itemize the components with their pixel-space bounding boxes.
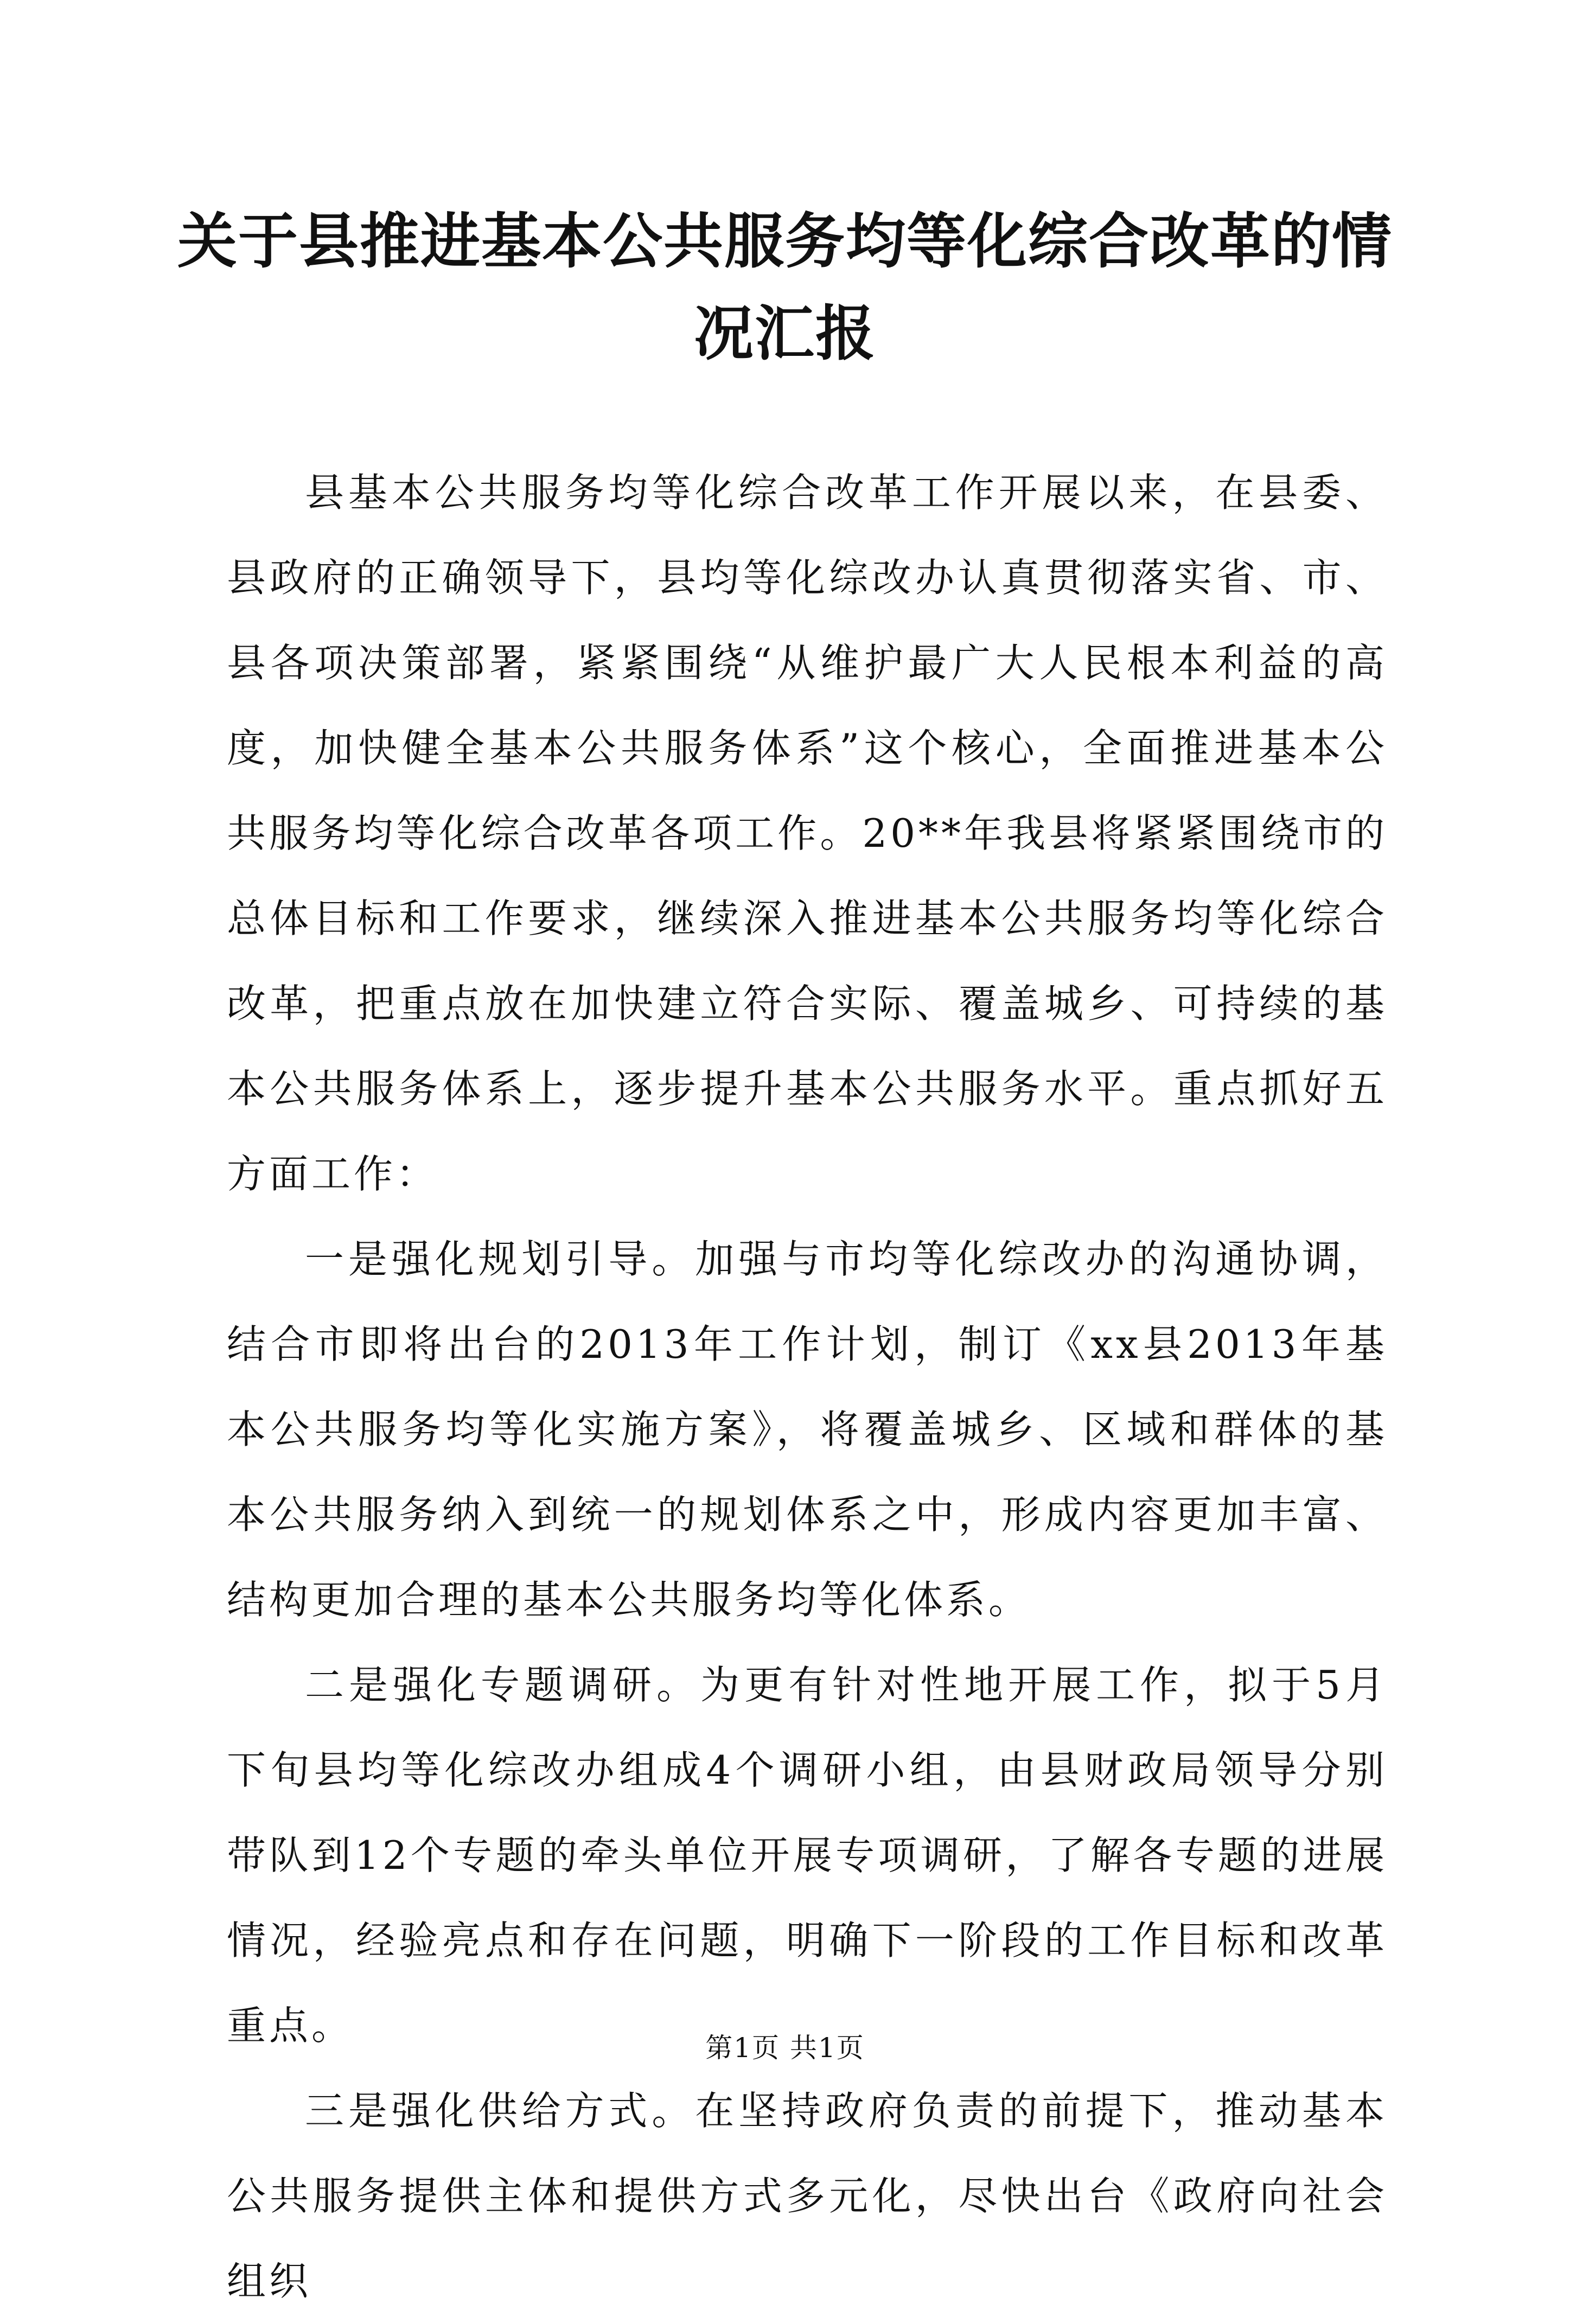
paragraph-research: 二是强化专题调研。为更有针对性地开展工作，拟于5月下旬县均等化综改办组成4个调研小组，由县财政局领导分别带队到12个专题的牵头单位开展专项调研，了解各专题的进展情况，经验亮点和存在问题，明确下一阶段的工作目标和改革重点。 xyxy=(227,1662,1388,2048)
paragraph-intro: 县基本公共服务均等化综合改革工作开展以来，在县委、县政府的正确领导下，县均等化综改办认真贯彻落实省、市、县各项决策部署，紧紧围绕“从维护最广大人民根本利益的高度，加快健全基本公共服务体系”这个核心，全面推进基本公共服务均等化综合改革各项工作。20**年我县将紧紧围绕市的总体目标和工作要求，继续深入推进基本公共服务均等化综合改革，把重点放在加快建立符合实际、覆盖城乡、可持续的基本公共服务体系上，逐步提升基本公共服务水平。重点抓好五方面工作： xyxy=(227,470,1388,1197)
paragraph-planning: 一是强化规划引导。加强与市均等化综改办的沟通协调，结合市即将出台的2013年工作计划，制订《xx县2013年基本公共服务均等化实施方案》，将覆盖城乡、区域和群体的基本公共服务纳入到统一的规划体系之中，形成内容更加丰富、结构更加合理的基本公共服务均等化体系。 xyxy=(227,1236,1388,1623)
page-footer: 第1页 共1页 xyxy=(705,2032,865,2064)
paragraph-supply: 三是强化供给方式。在坚持政府负责的前提下，推动基本公共服务提供主体和提供方式多元化，尽快出台《政府向社会组织 xyxy=(227,2088,1388,2304)
document-title: 关于县推进基本公共服务均等化综合改革的情况汇报 xyxy=(177,206,1393,368)
